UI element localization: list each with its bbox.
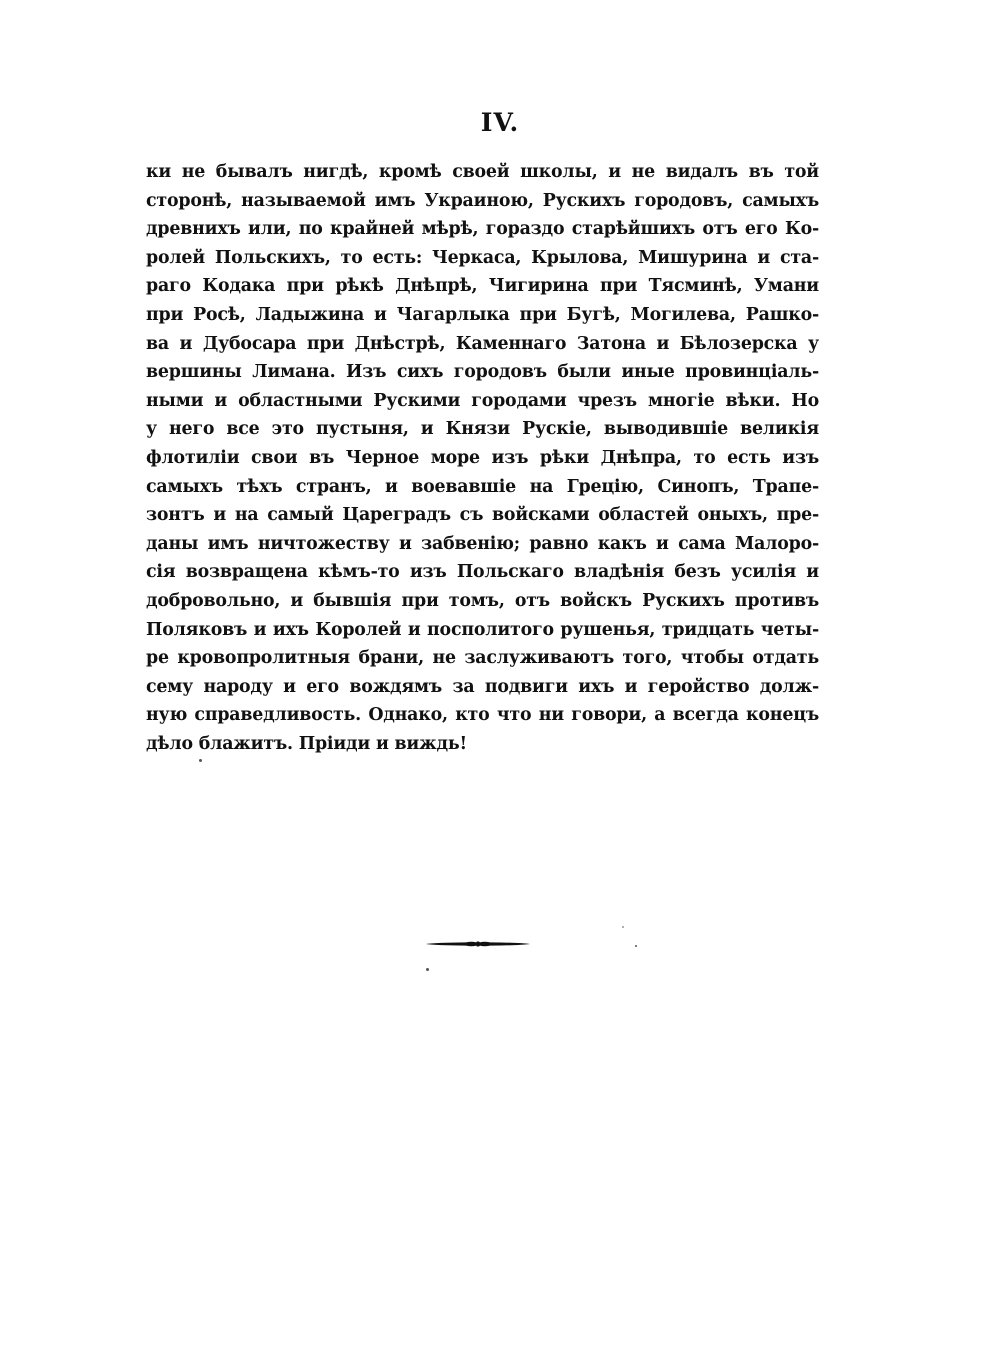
print-speck (199, 759, 202, 762)
text-line: самыхъ тѣхъ странъ, и воевавшіе на Грецію, Синопъ, Трапе- (146, 476, 819, 497)
text-line: у него все это пустыня, и Князи Рускіе, выводившіе великія (146, 419, 819, 440)
text-line: Поляковъ и ихъ Королей и посполитого рушенья, тридцать четы- (146, 619, 819, 640)
text-line: зонтъ и на самый Цареградъ съ войсками областей оныхъ, пре- (146, 505, 819, 526)
print-speck (426, 968, 429, 971)
page-number: IV. (480, 108, 520, 137)
text-line: сему народу и его вождямъ за подвиги ихъ и геройство долж- (146, 676, 819, 697)
divider-ornament-icon (426, 940, 530, 948)
text-line: ную справедливость. Однако, кто что ни говори, а всегда конецъ (146, 705, 819, 726)
text-line: ными и областными Рускими городами чрезъ многіе вѣки. Но (146, 390, 819, 411)
print-speck (622, 926, 624, 928)
text-line: флотиліи свои въ Черное море изъ рѣки Днѣпра, то есть изъ (146, 447, 819, 468)
text-line: даны имъ ничтожеству и забвенію; равно какъ и сама Малоро- (146, 533, 819, 554)
text-line: раго Кодака при рѣкѣ Днѣпрѣ, Чигирина при Тясминѣ, Умани (146, 276, 819, 297)
text-line: древнихъ или, по крайней мѣрѣ, гораздо старѣйшихъ отъ его Ко- (146, 219, 819, 240)
text-line: ки не бывалъ нигдѣ, кромѣ своей школы, и не видалъ въ той (146, 162, 819, 182)
print-speck (635, 945, 637, 947)
text-line: ролей Польскихъ, то есть: Черкаса, Крылова, Мишурина и ста- (146, 247, 819, 268)
text-line: сторонѣ, называемой имъ Украиною, Рускихъ городовъ, самыхъ (146, 190, 819, 211)
text-line: при Росѣ, Ладыжина и Чагарлыка при Бугѣ, Могилева, Рашко- (146, 304, 819, 325)
text-line: вершины Лимана. Изъ сихъ городовъ были иные провинціаль- (146, 362, 819, 383)
text-line: ре кровопролитныя брани, не заслуживаютъ того, чтобы отдать (146, 648, 819, 669)
text-line: сія возвращена кѣмъ-то изъ Польскаго владѣнія безъ усилія и (146, 562, 819, 583)
text-line: дѣло блажитъ. Пріиди и виждь! (146, 733, 467, 754)
body-paragraph (146, 158, 819, 758)
text-line: добровольно, и бывшія при томъ, отъ войскъ Рускихъ противъ (146, 590, 819, 611)
text-line: ва и Дубосара при Днѣстрѣ, Каменнаго Затона и Бѣлозерска у (146, 333, 819, 354)
